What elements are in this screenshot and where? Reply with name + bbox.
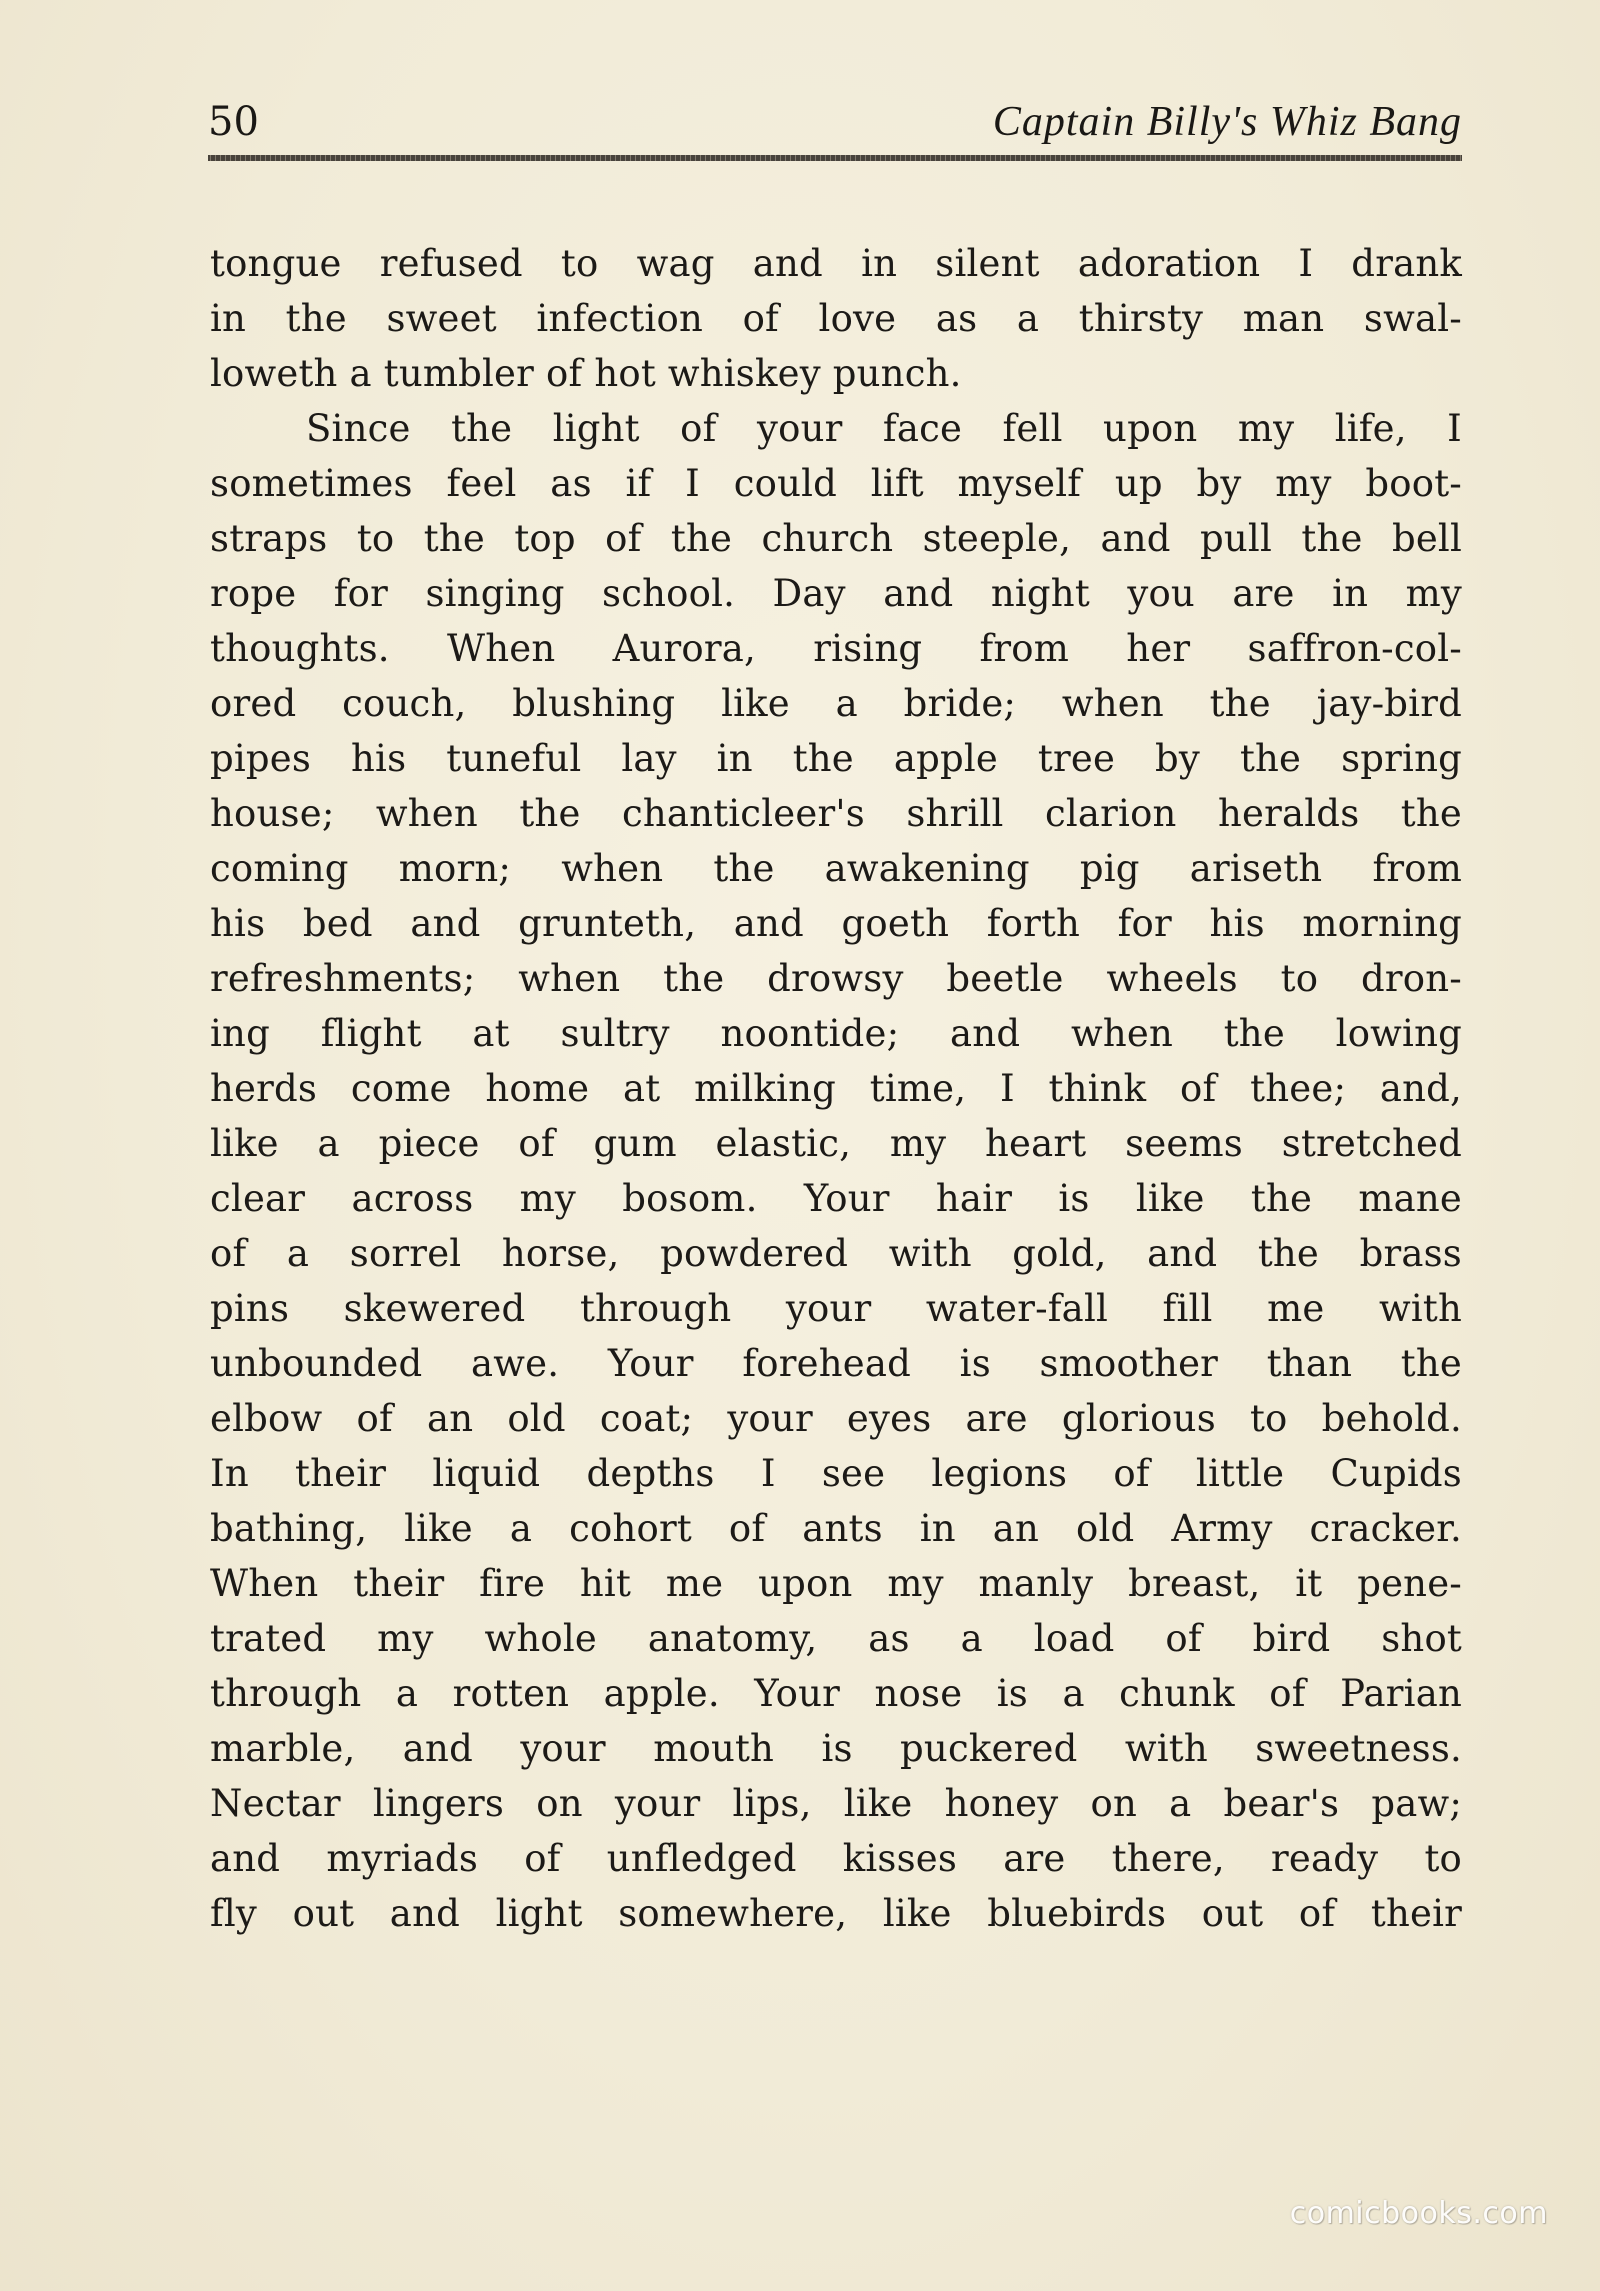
text-line: of a sorrel horse, powdered with gold, and the brass [210,1232,1462,1275]
text-line: trated my whole anatomy, as a load of bird shot [210,1617,1462,1660]
text-line: rope for singing school. Day and night you are in my [210,572,1462,615]
text-line: Nectar lingers on your lips, like honey on a bear's paw; [210,1782,1462,1825]
text-line: ored couch, blushing like a bride; when the jay-bird [210,682,1462,725]
text-line: elbow of an old coat; your eyes are glorious to behold. [210,1397,1462,1440]
text-line: Since the light of your face fell upon my life, I [306,407,1462,450]
text-line: thoughts. When Aurora, rising from her saffron-col- [210,627,1462,670]
text-line: When their fire hit me upon my manly breast, it pene- [210,1562,1462,1605]
text-line: loweth a tumbler of hot whiskey punch. [210,352,962,395]
text-line: his bed and grunteth, and goeth forth for his morning [210,902,1462,945]
body-text [210,236,1462,1941]
text-line: marble, and your mouth is puckered with sweetness. [210,1727,1462,1770]
text-line: fly out and light somewhere, like bluebirds out of their [210,1892,1462,1935]
text-line: In their liquid depths I see legions of little Cupids [210,1452,1462,1495]
text-line: bathing, like a cohort of ants in an old Army cracker. [210,1507,1462,1550]
text-line: unbounded awe. Your forehead is smoother than the [210,1342,1462,1385]
page-number: 50 [208,99,259,145]
text-line: house; when the chanticleer's shrill clarion heralds the [210,792,1462,835]
header-rule [208,155,1462,161]
text-line: in the sweet infection of love as a thirsty man swal- [210,297,1462,340]
text-line: coming morn; when the awakening pig ariseth from [210,847,1462,890]
text-line: clear across my bosom. Your hair is like the mane [210,1177,1462,1220]
running-title: Captain Billy's Whiz Bang [992,99,1462,145]
text-line: ing flight at sultry noontide; and when the lowing [210,1012,1462,1055]
text-line: tongue refused to wag and in silent adoration I drank [210,242,1462,285]
text-line: herds come home at milking time, I think of thee; and, [210,1067,1462,1110]
text-line: straps to the top of the church steeple, and pull the bell [210,517,1462,560]
text-line: like a piece of gum elastic, my heart seems stretched [210,1122,1462,1165]
text-line: and myriads of unfledged kisses are there, ready to [210,1837,1462,1880]
text-line: pins skewered through your water-fall fill me with [210,1287,1462,1330]
page-header [208,98,1462,146]
text-line: pipes his tuneful lay in the apple tree by the spring [210,737,1462,780]
text-line: refreshments; when the drowsy beetle wheels to dron- [210,957,1462,1000]
text-line: through a rotten apple. Your nose is a chunk of Parian [210,1672,1462,1715]
text-line: sometimes feel as if I could lift myself up by my boot- [210,462,1462,505]
watermark: comicbooks.com [1289,2196,1548,2231]
